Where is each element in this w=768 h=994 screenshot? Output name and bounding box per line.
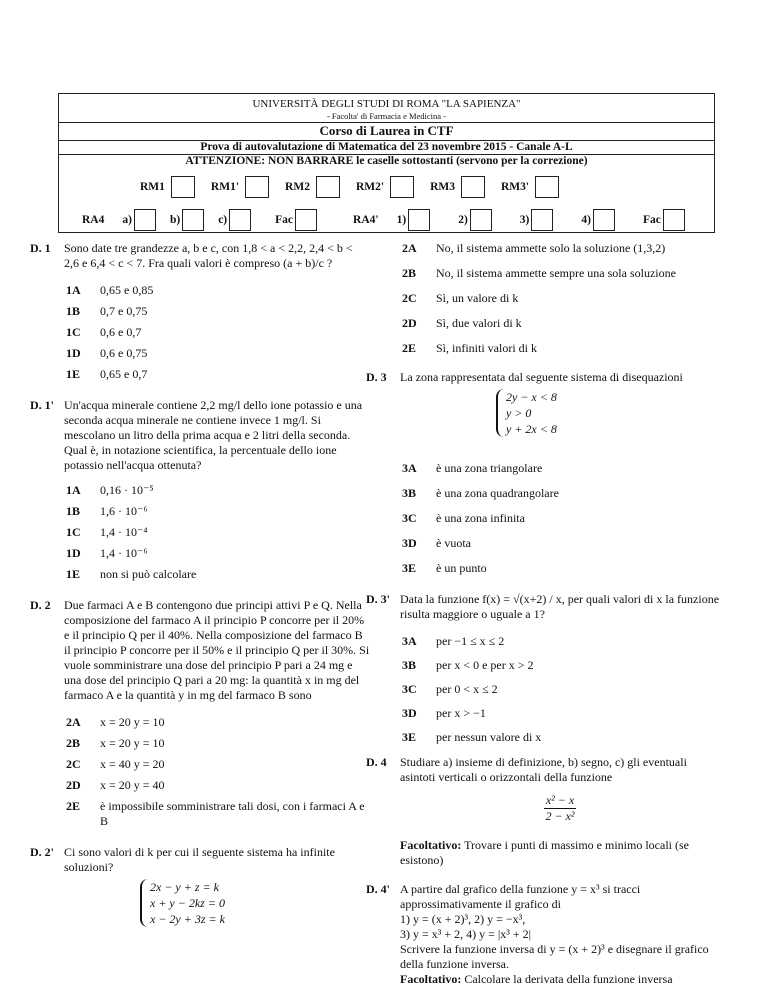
question-d4p	[366, 882, 720, 987]
label-a: a)	[122, 214, 132, 226]
optional-label: Facoltativo:	[400, 972, 462, 986]
fraction-numerator: x² − x	[545, 793, 575, 807]
option	[402, 706, 720, 721]
equation: x + y − 2kz = 0	[150, 896, 225, 910]
option	[66, 325, 370, 340]
checkbox-1[interactable]	[408, 209, 430, 231]
option-text: Sì, un valore di k	[436, 291, 519, 305]
option-key: 2A	[402, 241, 417, 255]
checkbox-rm1p[interactable]	[245, 176, 269, 198]
label-rm3: RM3	[430, 181, 455, 193]
option	[402, 682, 720, 697]
university-name: UNIVERSITÀ DEGLI STUDI DI ROMA "LA SAPIENZA"	[252, 98, 521, 110]
label-ra4: RA4	[82, 214, 105, 226]
question-text: Sono date tre grandezze a, b e c, con 1,8 < a < 2,2, 2,4 < b < 2,6 e 6,4 < c < 7. Fra quali valori è compreso (a + b)/c ?	[64, 241, 353, 270]
question-number: D. 1'	[30, 398, 54, 412]
option	[402, 511, 720, 526]
checkbox-rm3p[interactable]	[535, 176, 559, 198]
checkbox-2[interactable]	[470, 209, 492, 231]
option	[66, 715, 370, 730]
option-text: 0,7 e 0,75	[100, 304, 148, 318]
option	[402, 536, 720, 551]
question-text: Due farmaci A e B contengono due principi attivi P e Q. Nella composizione del farmaco A il principio P concorre per il 20% e il principio Q per il 40%. Nella composizione del farmaco B il principio P concorre per il 50% e il principio Q per il 30%. Si vuole somministrare una dose del principio P pari a 24 mg e una dose del principio Q pari a 20 mg: la quantità x in mg del farmaco A e la quantità y in mg del farmaco B sono	[64, 598, 370, 702]
option-text: 0,65 e 0,7	[100, 367, 148, 381]
question-body	[400, 882, 720, 987]
option	[66, 567, 370, 582]
inequality: 2y − x < 8	[506, 390, 557, 404]
option	[402, 341, 720, 356]
option-text: 1,4 · 10⁻⁶	[100, 546, 148, 560]
optional-task	[400, 838, 720, 868]
option-text: 0,65 e 0,85	[100, 283, 154, 297]
equation: 2x − y + z = k	[150, 880, 219, 894]
question-number: D. 3'	[366, 592, 390, 606]
option-key: 1E	[66, 367, 81, 381]
option-text: 1,6 · 10⁻⁶	[100, 504, 148, 518]
inequality: y + 2x < 8	[506, 422, 557, 436]
question-d1p	[30, 398, 370, 473]
question-d3	[366, 370, 720, 385]
option-text: Sì, infiniti valori di k	[436, 341, 537, 355]
option-text: 0,16 · 10⁻⁵	[100, 483, 154, 497]
option-key: 3D	[402, 536, 417, 550]
course-name: Corso di Laurea in CTF	[59, 122, 714, 139]
option-text: è impossibile somministrare tali dosi, con i farmaci A e B	[100, 799, 365, 828]
option-key: 1A	[66, 483, 81, 497]
question-d1	[30, 241, 370, 271]
option-key: 2D	[402, 316, 417, 330]
option-key: 1B	[66, 504, 81, 518]
option-key: 3A	[402, 634, 417, 648]
question-number: D. 2'	[30, 845, 54, 859]
question-text: Studiare a) insieme di definizione, b) segno, c) gli eventuali asintoti verticali o orizzontali della funzione	[400, 755, 687, 784]
option	[66, 304, 370, 319]
option	[402, 486, 720, 501]
grading-row-1	[140, 176, 575, 198]
grading-row-2	[82, 209, 685, 231]
option-text: x = 20 y = 10	[100, 736, 165, 750]
equation-system	[140, 879, 370, 927]
option-key: 1D	[66, 346, 81, 360]
option-key: 1E	[66, 567, 81, 581]
option	[402, 266, 720, 281]
option	[66, 283, 370, 298]
option-text: No, il sistema ammette solo la soluzione (1,3,2)	[436, 241, 666, 255]
option	[66, 504, 370, 519]
faculty-name: - Facolta' di Farmacia e Medicina -	[326, 111, 447, 121]
question-number: D. 3	[366, 370, 387, 384]
question-number: D. 4	[366, 755, 387, 769]
option-text: è una zona infinita	[436, 511, 525, 525]
question-number: D. 1	[30, 241, 51, 255]
label-2: 2)	[458, 214, 468, 226]
label-rm3p: RM3'	[500, 181, 530, 193]
label-ra4p: RA4'	[353, 214, 379, 226]
label-rm1: RM1	[140, 181, 165, 193]
option-key: 3C	[402, 511, 417, 525]
question-d3p	[366, 592, 720, 622]
question-d2p	[30, 845, 370, 875]
option	[66, 525, 370, 540]
question-text: Un'acqua minerale contiene 2,2 mg/l dello ione potassio e una seconda acqua minerale ne contiene invece 1 mg/l. Si mescolano un litro della prima acqua e 2 litri della seconda. Qual è, in notazione scientifica, la percentuale dello ione potassio nell'acqua ottenuta?	[64, 398, 363, 472]
question-text: La zona rappresentata dal seguente sistema di disequazioni	[400, 370, 683, 384]
checkbox-3[interactable]	[531, 209, 553, 231]
question-text: Ci sono valori di k per cui il seguente sistema ha infinite soluzioni?	[64, 845, 335, 874]
option-key: 1C	[66, 525, 81, 539]
label-fac2: Fac	[642, 214, 661, 226]
option-text: 0,6 e 0,75	[100, 346, 148, 360]
label-3: 3)	[519, 214, 530, 226]
option-key: 2E	[66, 799, 81, 813]
option-key: 3B	[402, 486, 417, 500]
option-key: 2D	[66, 778, 81, 792]
option-text: x = 20 y = 40	[100, 778, 165, 792]
function-fraction	[400, 793, 720, 824]
option	[66, 346, 370, 361]
option-key: 2C	[402, 291, 417, 305]
checkbox-a[interactable]	[134, 209, 156, 231]
question-number: D. 2	[30, 598, 51, 612]
option-text: per −1 ≤ x ≤ 2	[436, 634, 505, 648]
left-column	[30, 241, 370, 933]
checkbox-rm2p[interactable]	[390, 176, 414, 198]
task-line-2: 3) y = x³ + 2, 4) y = |x³ + 2|	[400, 927, 532, 941]
question-text: A partire dal grafico della funzione y = x³ si tracci approssimativamente il grafico di	[400, 882, 641, 911]
label-4: 4)	[581, 214, 591, 226]
option	[402, 561, 720, 576]
option	[402, 634, 720, 649]
optional-text: Calcolare la derivata della funzione inversa	[464, 972, 673, 986]
option	[66, 799, 370, 829]
option-key: 3D	[402, 706, 417, 720]
option	[66, 736, 370, 751]
checkbox-rm1[interactable]	[171, 176, 195, 198]
option-key: 3B	[402, 658, 417, 672]
option-text: x = 20 y = 10	[100, 715, 165, 729]
equation: x − 2y + 3z = k	[150, 912, 225, 926]
checkbox-fac2[interactable]	[663, 209, 685, 231]
label-fac: Fac	[275, 214, 294, 226]
warning-text: ATTENZIONE: NON BARRARE le caselle sottostanti (servono per la correzione)	[59, 154, 714, 167]
option-text: è un punto	[436, 561, 487, 575]
option	[66, 546, 370, 561]
option-text: 0,6 e 0,7	[100, 325, 142, 339]
question-d4	[366, 755, 720, 785]
option-key: 3C	[402, 682, 417, 696]
option	[402, 291, 720, 306]
right-column	[366, 241, 720, 991]
option-key: 1B	[66, 304, 81, 318]
option-key: 2E	[402, 341, 417, 355]
option-text: Sì, due valori di k	[436, 316, 522, 330]
question-d2	[30, 598, 370, 703]
option-text: non si può calcolare	[100, 567, 197, 581]
option-key: 2C	[66, 757, 81, 771]
label-rm2p: RM2'	[355, 181, 385, 193]
question-text: Data la funzione f(x) = √(x+2) / x, per quali valori di x la funzione risulta maggiore o uguale a 1?	[400, 592, 720, 621]
option-key: 3E	[402, 561, 417, 575]
option-text: x = 40 y = 20	[100, 757, 165, 771]
exam-title: Prova di autovalutazione di Matematica del 23 novembre 2015 - Canale A-L	[59, 140, 714, 153]
optional-label: Facoltativo:	[400, 838, 462, 852]
option	[66, 367, 370, 382]
option-key: 1A	[66, 283, 81, 297]
optional-text: Trovare i punti di massimo e minimo locali (se esistono)	[400, 838, 689, 867]
task-line-1: 1) y = (x + 2)³, 2) y = −x³,	[400, 912, 526, 926]
checkbox-rm3[interactable]	[461, 176, 485, 198]
option	[402, 658, 720, 673]
label-1: 1)	[396, 214, 407, 226]
option	[402, 316, 720, 331]
option-key: 3E	[402, 730, 417, 744]
inequality: y > 0	[506, 406, 532, 420]
label-c: c)	[218, 214, 228, 226]
inequality-system	[496, 389, 720, 437]
checkbox-c[interactable]	[229, 209, 251, 231]
option-text: per x > −1	[436, 706, 486, 720]
option	[402, 461, 720, 476]
label-rm1p: RM1'	[210, 181, 240, 193]
option-text: per nessun valore di x	[436, 730, 542, 744]
option-key: 2B	[66, 736, 81, 750]
checkbox-4[interactable]	[593, 209, 615, 231]
option	[66, 757, 370, 772]
option-key: 2A	[66, 715, 81, 729]
label-rm2: RM2	[285, 181, 310, 193]
option-text: 1,4 · 10⁻⁴	[100, 525, 148, 539]
label-b: b)	[169, 214, 181, 226]
option-text: per 0 < x ≤ 2	[436, 682, 498, 696]
task-line-3: Scrivere la funzione inversa di y = (x + 2)³ e disegnare il grafico della funzione inversa.	[400, 942, 709, 971]
option	[66, 778, 370, 793]
option	[402, 730, 720, 745]
option-text: è vuota	[436, 536, 471, 550]
option-text: è una zona quadrangolare	[436, 486, 559, 500]
checkbox-fac[interactable]	[295, 209, 317, 231]
option-key: 1C	[66, 325, 81, 339]
checkbox-b[interactable]	[182, 209, 204, 231]
option-key: 1D	[66, 546, 81, 560]
option-key: 2B	[402, 266, 417, 280]
option	[66, 483, 370, 498]
option-text: per x < 0 e per x > 2	[436, 658, 534, 672]
checkbox-rm2[interactable]	[316, 176, 340, 198]
question-number: D. 4'	[366, 882, 390, 896]
option-text: No, il sistema ammette sempre una sola soluzione	[436, 266, 676, 280]
option-text: è una zona triangolare	[436, 461, 543, 475]
option-key: 3A	[402, 461, 417, 475]
fraction-denominator: 2 − x²	[545, 809, 575, 823]
option	[402, 241, 720, 256]
